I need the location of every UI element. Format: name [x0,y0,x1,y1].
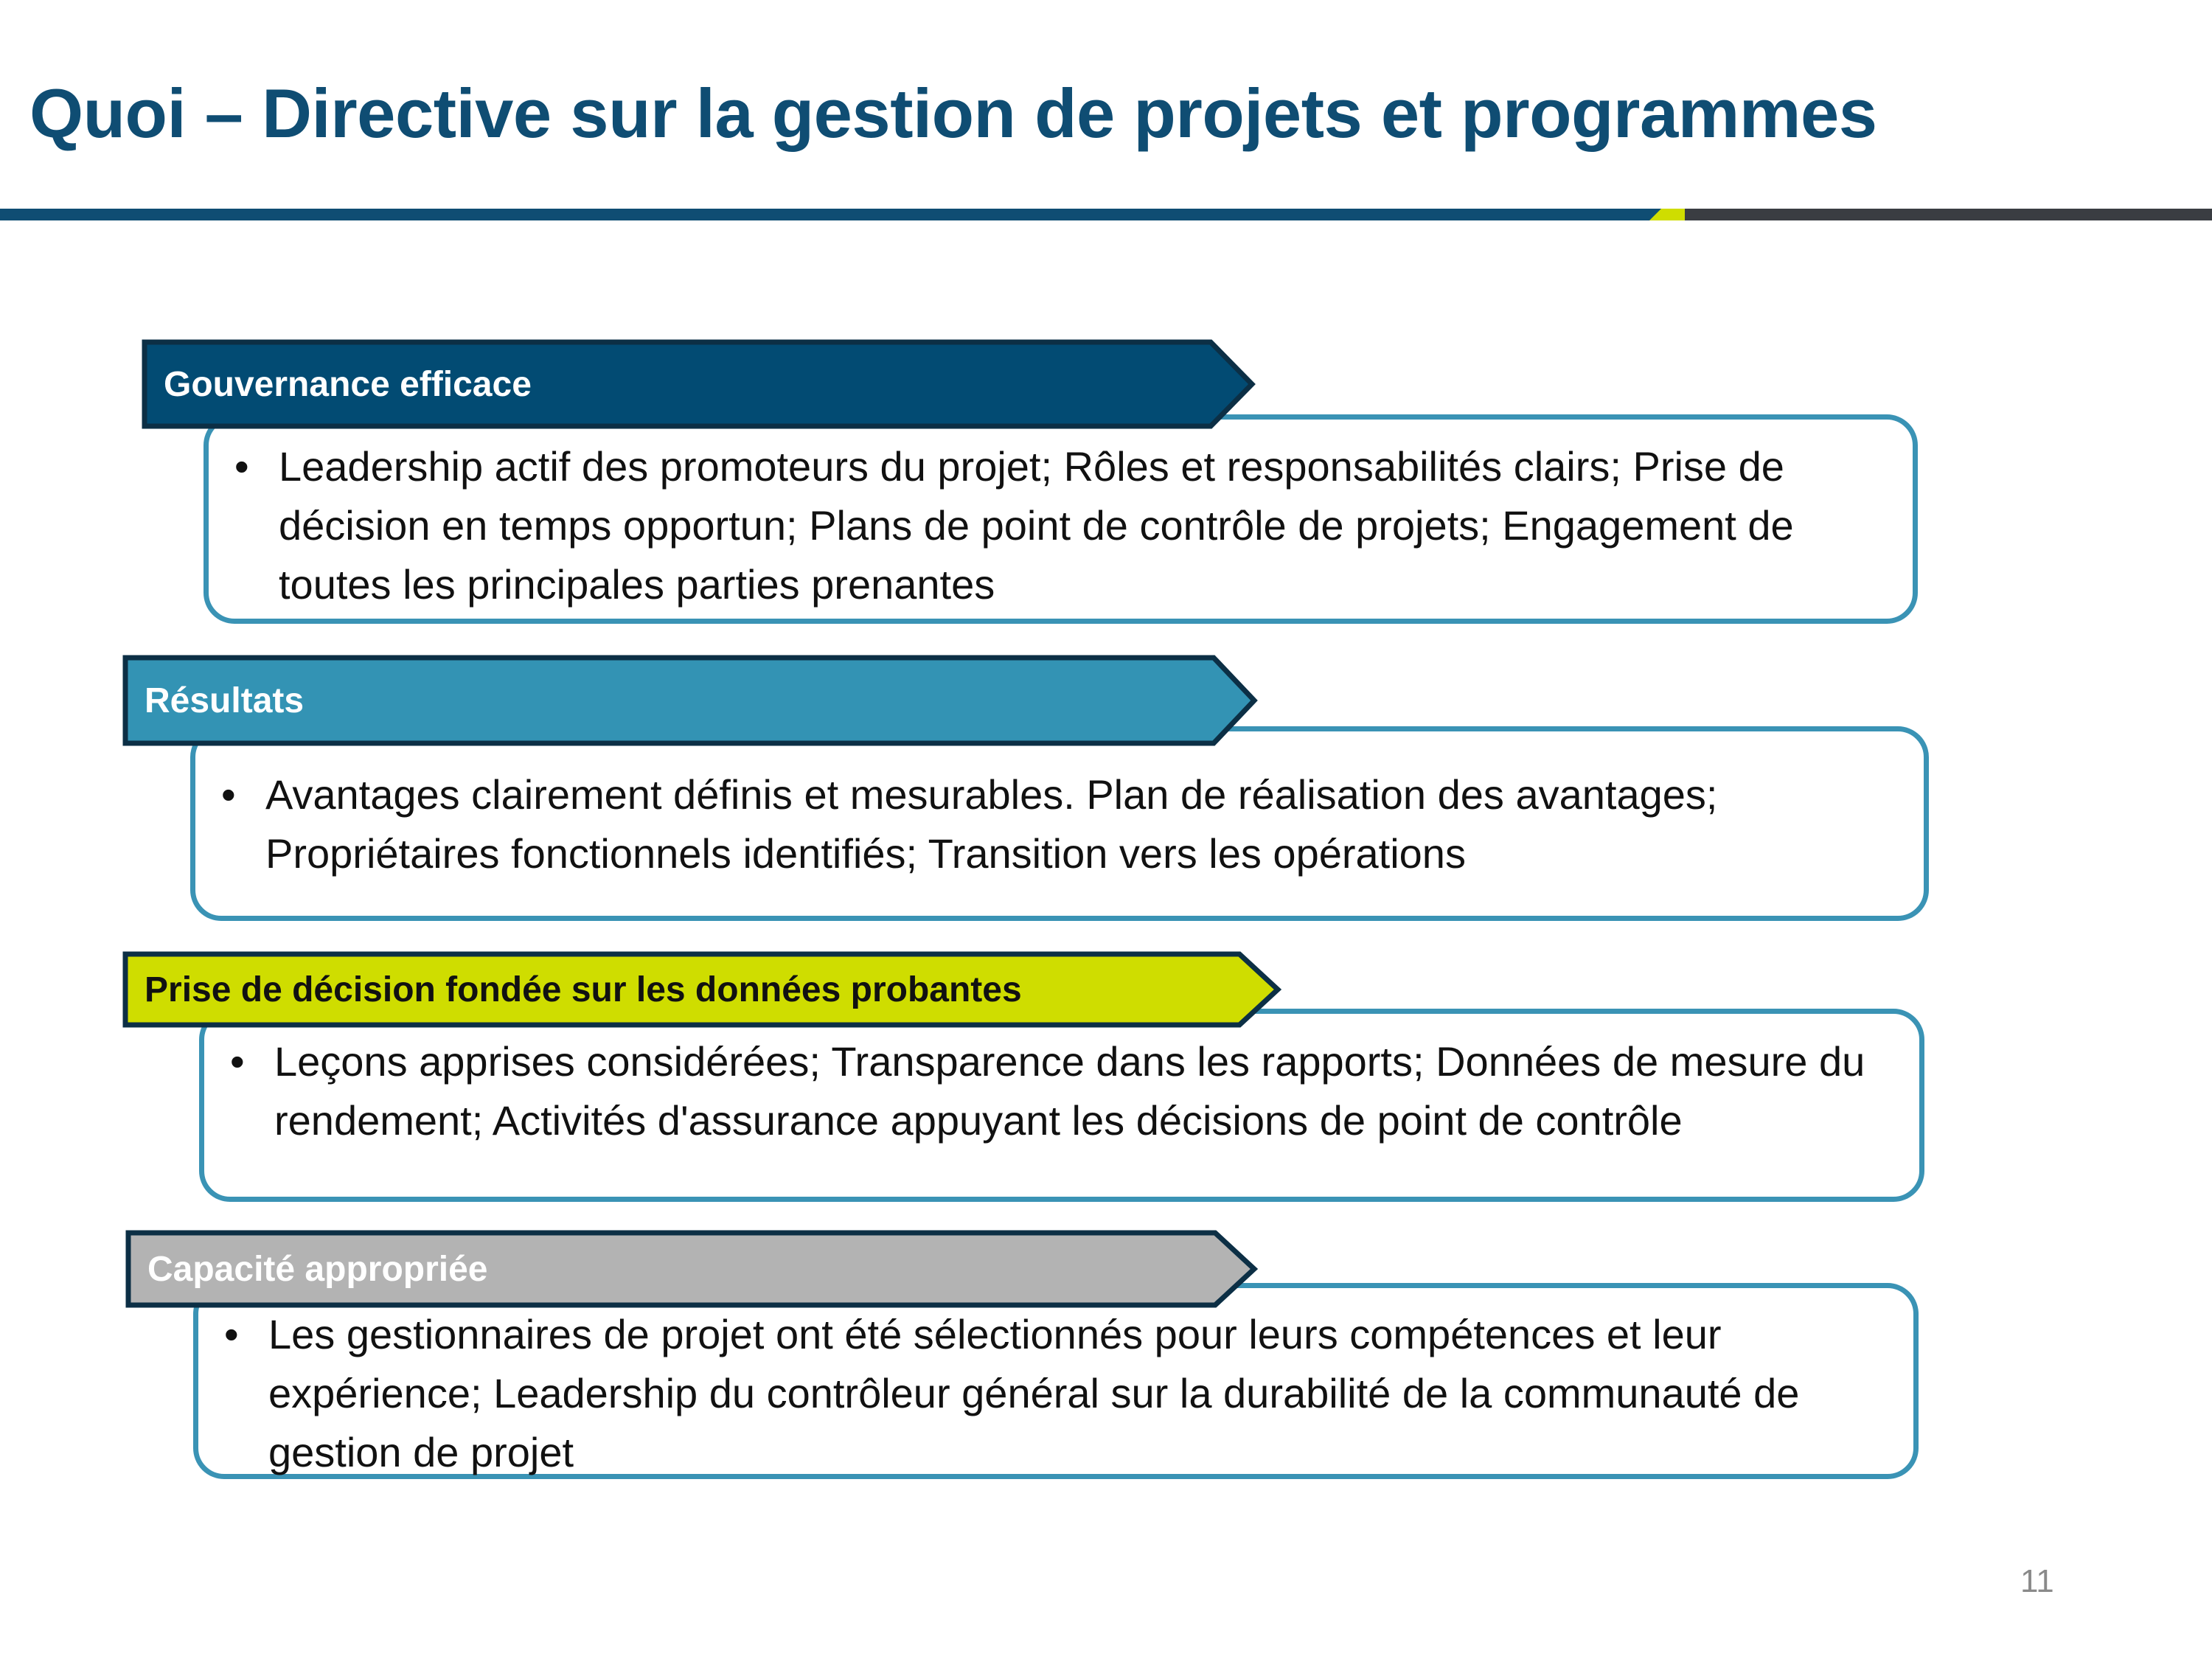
section-tab-decision [122,951,1281,1028]
section-label-capacite: Capacité appropriée [147,1249,488,1289]
page-number: 11 [2020,1563,2054,1599]
section-bullets-gouvernance [234,437,1886,614]
section-bullets-decision [230,1032,1896,1150]
section-label-decision: Prise de décision fondée sur les données probantes [145,970,1022,1009]
bullet-item: • Les gestionnaires de projet ont été sélectionnés pour leurs compétences et leur expérience; Leadership du contrôleur général sur la durabilité de la communauté de gestion de projet [224,1305,1898,1482]
section-tab-gouvernance [142,339,1256,429]
section-bullets-capacite [224,1305,1898,1482]
section-tab-resultats [122,655,1258,746]
section-tab-capacite [125,1230,1258,1308]
bullet-item: • Leadership actif des promoteurs du projet; Rôles et responsabilités clairs; Prise de décision en temps opportun; Plans de point de contrôle de projets; Engagement de toutes les principales parties prenantes [234,437,1886,614]
section-label-gouvernance: Gouvernance efficace [164,364,532,404]
bullet-item: • Avantages clairement définis et mesurables. Plan de réalisation des avantages; Propriétaires fonctionnels identifiés; Transition vers les opérations [221,765,1902,883]
bullet-item: • Leçons apprises considérées; Transparence dans les rapports; Données de mesure du rendement; Activités d'assurance appuyant les décisions de point de contrôle [230,1032,1896,1150]
section-bullets-resultats [221,765,1902,883]
section-label-resultats: Résultats [145,681,305,720]
page-title: Quoi – Directive sur la gestion de projets et programmes [29,74,1877,152]
header-rule-dark [1685,209,2212,220]
header-rule [0,209,1666,220]
